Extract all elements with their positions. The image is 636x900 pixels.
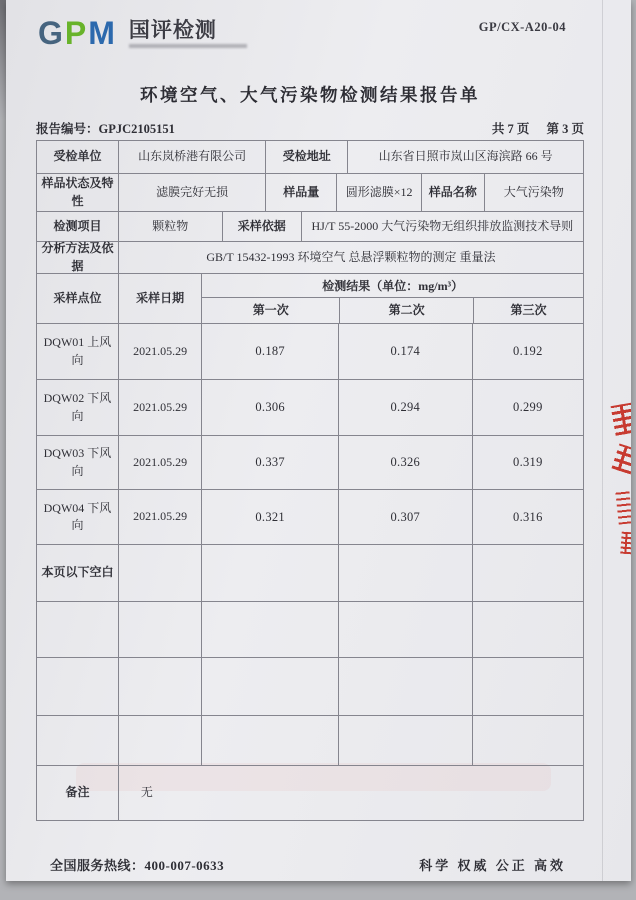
cell-point [37, 658, 119, 715]
service-hotline: 全国服务热线：400-007-0633 [50, 858, 225, 873]
info-row-sample [37, 174, 583, 212]
value-inspected-unit: 山东岚桥港有限公司 [119, 141, 266, 173]
label-sampling-basis: 采样依据 [223, 212, 302, 241]
column-header-second: 第二次 [340, 298, 474, 323]
report-number [36, 119, 175, 137]
seal-stroke-fragment [611, 444, 631, 475]
report-meta-row [36, 119, 584, 137]
label-sample-state: 样品状态及特性 [37, 174, 119, 211]
cell-result-3 [473, 716, 583, 765]
cell-date: 2021.05.29 [119, 324, 203, 379]
footer-slogan: 科学 权威 公正 高效 [419, 858, 566, 873]
remark-row [37, 766, 583, 820]
cell-result-3 [473, 602, 583, 657]
column-header-result-unit: 检测结果（单位：mg/m³） [202, 274, 583, 298]
cell-result-1: 0.337 [202, 436, 339, 489]
results-subheader-row [202, 298, 583, 323]
label-inspected-unit: 受检单位 [37, 141, 119, 173]
table-row [37, 490, 583, 545]
cell-result-3: 0.299 [513, 400, 543, 415]
red-seal-fragment [607, 404, 631, 564]
cell-result-1 [202, 716, 339, 765]
cell-result-3: 0.192 [513, 344, 543, 359]
pagination [478, 119, 584, 137]
cell-result-1 [202, 545, 339, 601]
value-sample-quantity: 圆形滤膜×12 [337, 174, 422, 211]
cell-result-3: 0.319 [513, 455, 543, 470]
label-analysis-method: 分析方法及依据 [37, 242, 119, 273]
cell-result-3 [473, 658, 583, 715]
page-crease-line [602, 0, 603, 881]
cell-result-1 [202, 602, 339, 657]
cell-date [119, 602, 203, 657]
info-row-unit [37, 141, 583, 174]
page-title: 环境空气、大气污染物检测结果报告单 [140, 85, 480, 105]
report-number-value: GPJC2105151 [98, 122, 175, 136]
label-sample-quantity: 样品量 [266, 174, 337, 211]
cell-result-3: 0.316 [513, 509, 543, 524]
column-header-third: 第三次 [510, 302, 547, 317]
page-total: 共 7 页 [491, 122, 530, 136]
report-table [36, 140, 584, 821]
cell-result-3 [473, 545, 583, 601]
info-row-method [37, 242, 583, 274]
gpm-logo [38, 16, 117, 50]
document-code: GP/CX-A20-04 [478, 20, 566, 34]
info-row-item [37, 212, 583, 242]
cell-date [119, 716, 203, 765]
column-header-sampling-point: 采样点位 [37, 274, 119, 323]
table-row [37, 545, 583, 602]
table-row [37, 380, 583, 436]
value-sampling-basis: HJ/T 55-2000 大气污染物无组织排放监测技术导则 [311, 218, 574, 233]
cell-result-2: 0.294 [339, 380, 473, 435]
value-analysis-method: GB/T 15432-1993 环境空气 总悬浮颗粒物的测定 重量法 [206, 249, 496, 264]
cell-point: DQW04 下风向 [37, 490, 119, 544]
logo-chinese-name: 国评检测 [128, 18, 217, 42]
logo-letter-m: M [88, 15, 117, 51]
column-header-first: 第一次 [202, 298, 340, 323]
remark-label: 备注 [37, 766, 119, 820]
page-footer [36, 855, 584, 874]
seal-stroke-fragment [620, 532, 631, 555]
cell-result-2 [339, 716, 473, 765]
cell-point [37, 602, 119, 657]
seal-stroke-fragment [615, 489, 631, 524]
results-header-row [37, 274, 583, 324]
cell-point [37, 716, 119, 765]
cell-result-1: 0.187 [202, 324, 339, 379]
cell-result-2: 0.307 [339, 490, 473, 544]
logo-letter-p: P [64, 15, 89, 51]
table-row [37, 324, 583, 380]
report-page [6, 0, 631, 881]
cell-result-2: 0.326 [339, 436, 473, 489]
seal-stroke-fragment [611, 402, 631, 436]
value-inspected-address: 山东省日照市岚山区海滨路 66 号 [378, 149, 553, 164]
logo-chinese-name-wrap [129, 19, 247, 48]
cell-result-2 [339, 658, 473, 715]
cell-point: DQW03 下风向 [37, 436, 119, 489]
logo-tagline-blur [129, 44, 247, 48]
cell-point: DQW02 下风向 [37, 380, 119, 435]
table-row-empty [37, 658, 583, 716]
value-sample-state: 滤膜完好无损 [119, 174, 266, 211]
report-number-label: 报告编号： [36, 122, 99, 136]
cell-point: DQW01 上风向 [37, 324, 119, 379]
cell-date: 2021.05.29 [119, 436, 203, 489]
table-row [37, 436, 583, 490]
label-test-item: 检测项目 [37, 212, 119, 241]
cell-result-2 [339, 602, 473, 657]
results-header-group [202, 274, 583, 323]
cell-date: 2021.05.29 [119, 380, 203, 435]
cell-point: 本页以下空白 [37, 545, 119, 601]
value-sample-name: 大气污染物 [503, 184, 564, 199]
cell-result-2: 0.174 [339, 324, 473, 379]
label-inspected-address: 受检地址 [266, 141, 348, 173]
label-sample-name: 样品名称 [422, 174, 485, 211]
table-row-empty [37, 602, 583, 658]
cell-result-1 [202, 658, 339, 715]
table-row-empty [37, 716, 583, 766]
value-test-item: 颗粒物 [119, 212, 223, 241]
cell-date [119, 658, 203, 715]
logo-letter-g: G [38, 15, 65, 51]
column-header-sampling-date: 采样日期 [119, 274, 203, 323]
cell-date: 2021.05.29 [119, 490, 203, 544]
cell-result-2 [339, 545, 473, 601]
page-current: 第 3 页 [546, 122, 584, 136]
remark-value: 无 [140, 785, 153, 800]
cell-result-1: 0.306 [202, 380, 339, 435]
cell-date [119, 545, 203, 601]
cell-result-1: 0.321 [202, 490, 339, 544]
